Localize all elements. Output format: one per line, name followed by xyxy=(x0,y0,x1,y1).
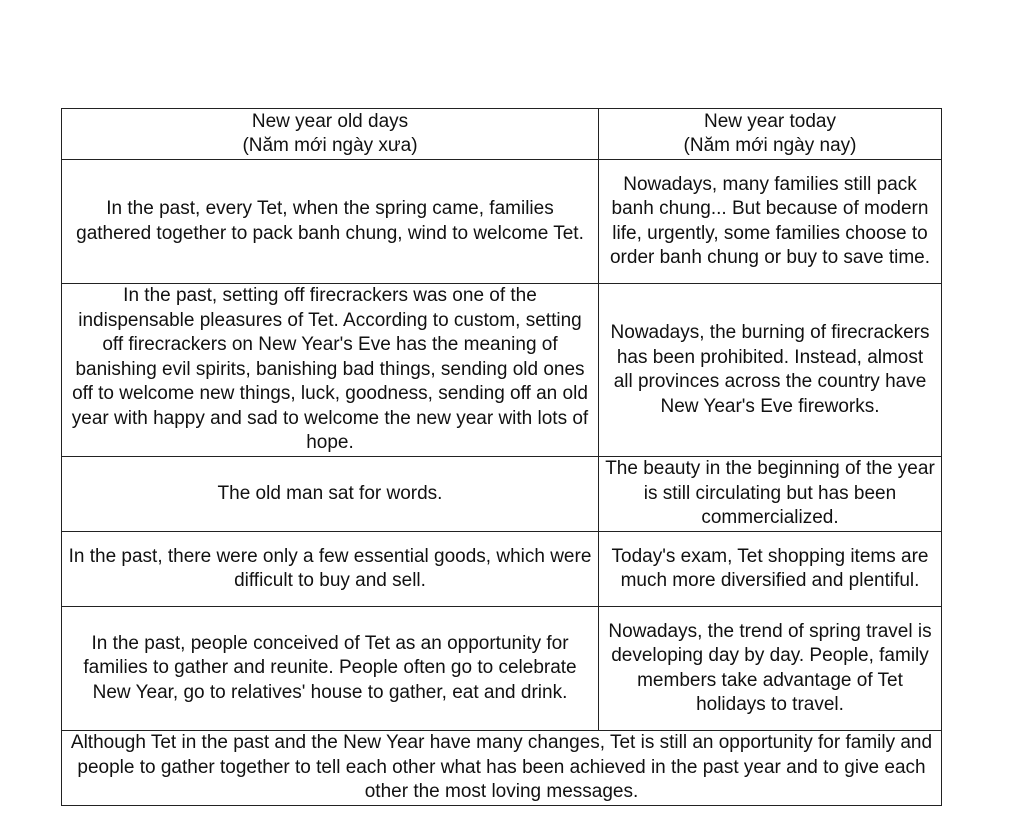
table-row xyxy=(62,284,942,457)
new-cell: Nowadays, the burning of firecrackers has been prohibited. Instead, almost all provinces across the country have New Year's Eve fireworks. xyxy=(599,284,942,457)
new-cell: The beauty in the beginning of the year is still circulating but has been commercialized. xyxy=(599,457,942,532)
table-row xyxy=(62,160,942,284)
header-old-title: New year old days xyxy=(251,110,409,132)
header-today xyxy=(599,109,942,160)
old-cell: In the past, there were only a few essential goods, which were difficult to buy and sell. xyxy=(62,532,599,607)
header-old-days xyxy=(62,109,599,160)
old-cell: In the past, people conceived of Tet as an opportunity for families to gather and reunite. People often go to celebrate New Year, go to relatives' house to gather, eat and drink. xyxy=(62,607,599,731)
old-cell: The old man sat for words. xyxy=(62,457,599,532)
new-cell: Nowadays, many families still pack banh chung... But because of modern life, urgently, some families choose to order banh chung or buy to save time. xyxy=(599,160,942,284)
new-cell: Today's exam, Tet shopping items are much more diversified and plentiful. xyxy=(599,532,942,607)
table-header-row xyxy=(62,109,942,160)
conclusion-row xyxy=(62,731,942,806)
comparison-table xyxy=(61,108,942,806)
old-cell: In the past, every Tet, when the spring came, families gathered together to pack banh chung, wind to welcome Tet. xyxy=(62,160,599,284)
table-row xyxy=(62,607,942,731)
header-old-subtitle: (Năm mới ngày xưa) xyxy=(242,135,418,156)
header-new-subtitle: (Năm mới ngày nay) xyxy=(683,135,857,156)
old-cell: In the past, setting off firecrackers was one of the indispensable pleasures of Tet. According to custom, setting off firecrackers on New Year's Eve has the meaning of banishing evil spirits, banishing bad things, sending old ones off to welcome new things, luck, goodness, sending off an old year with happy and sad to welcome the new year with lots of hope. xyxy=(62,284,599,457)
table-row xyxy=(62,457,942,532)
header-new-title: New year today xyxy=(703,110,836,132)
new-cell: Nowadays, the trend of spring travel is developing day by day. People, family members take advantage of Tet holidays to travel. xyxy=(599,607,942,731)
conclusion-cell: Although Tet in the past and the New Year have many changes, Tet is still an opportunity for family and people to gather together to tell each other what has been achieved in the past year and to give each other the most loving messages. xyxy=(62,731,942,806)
table-row xyxy=(62,532,942,607)
